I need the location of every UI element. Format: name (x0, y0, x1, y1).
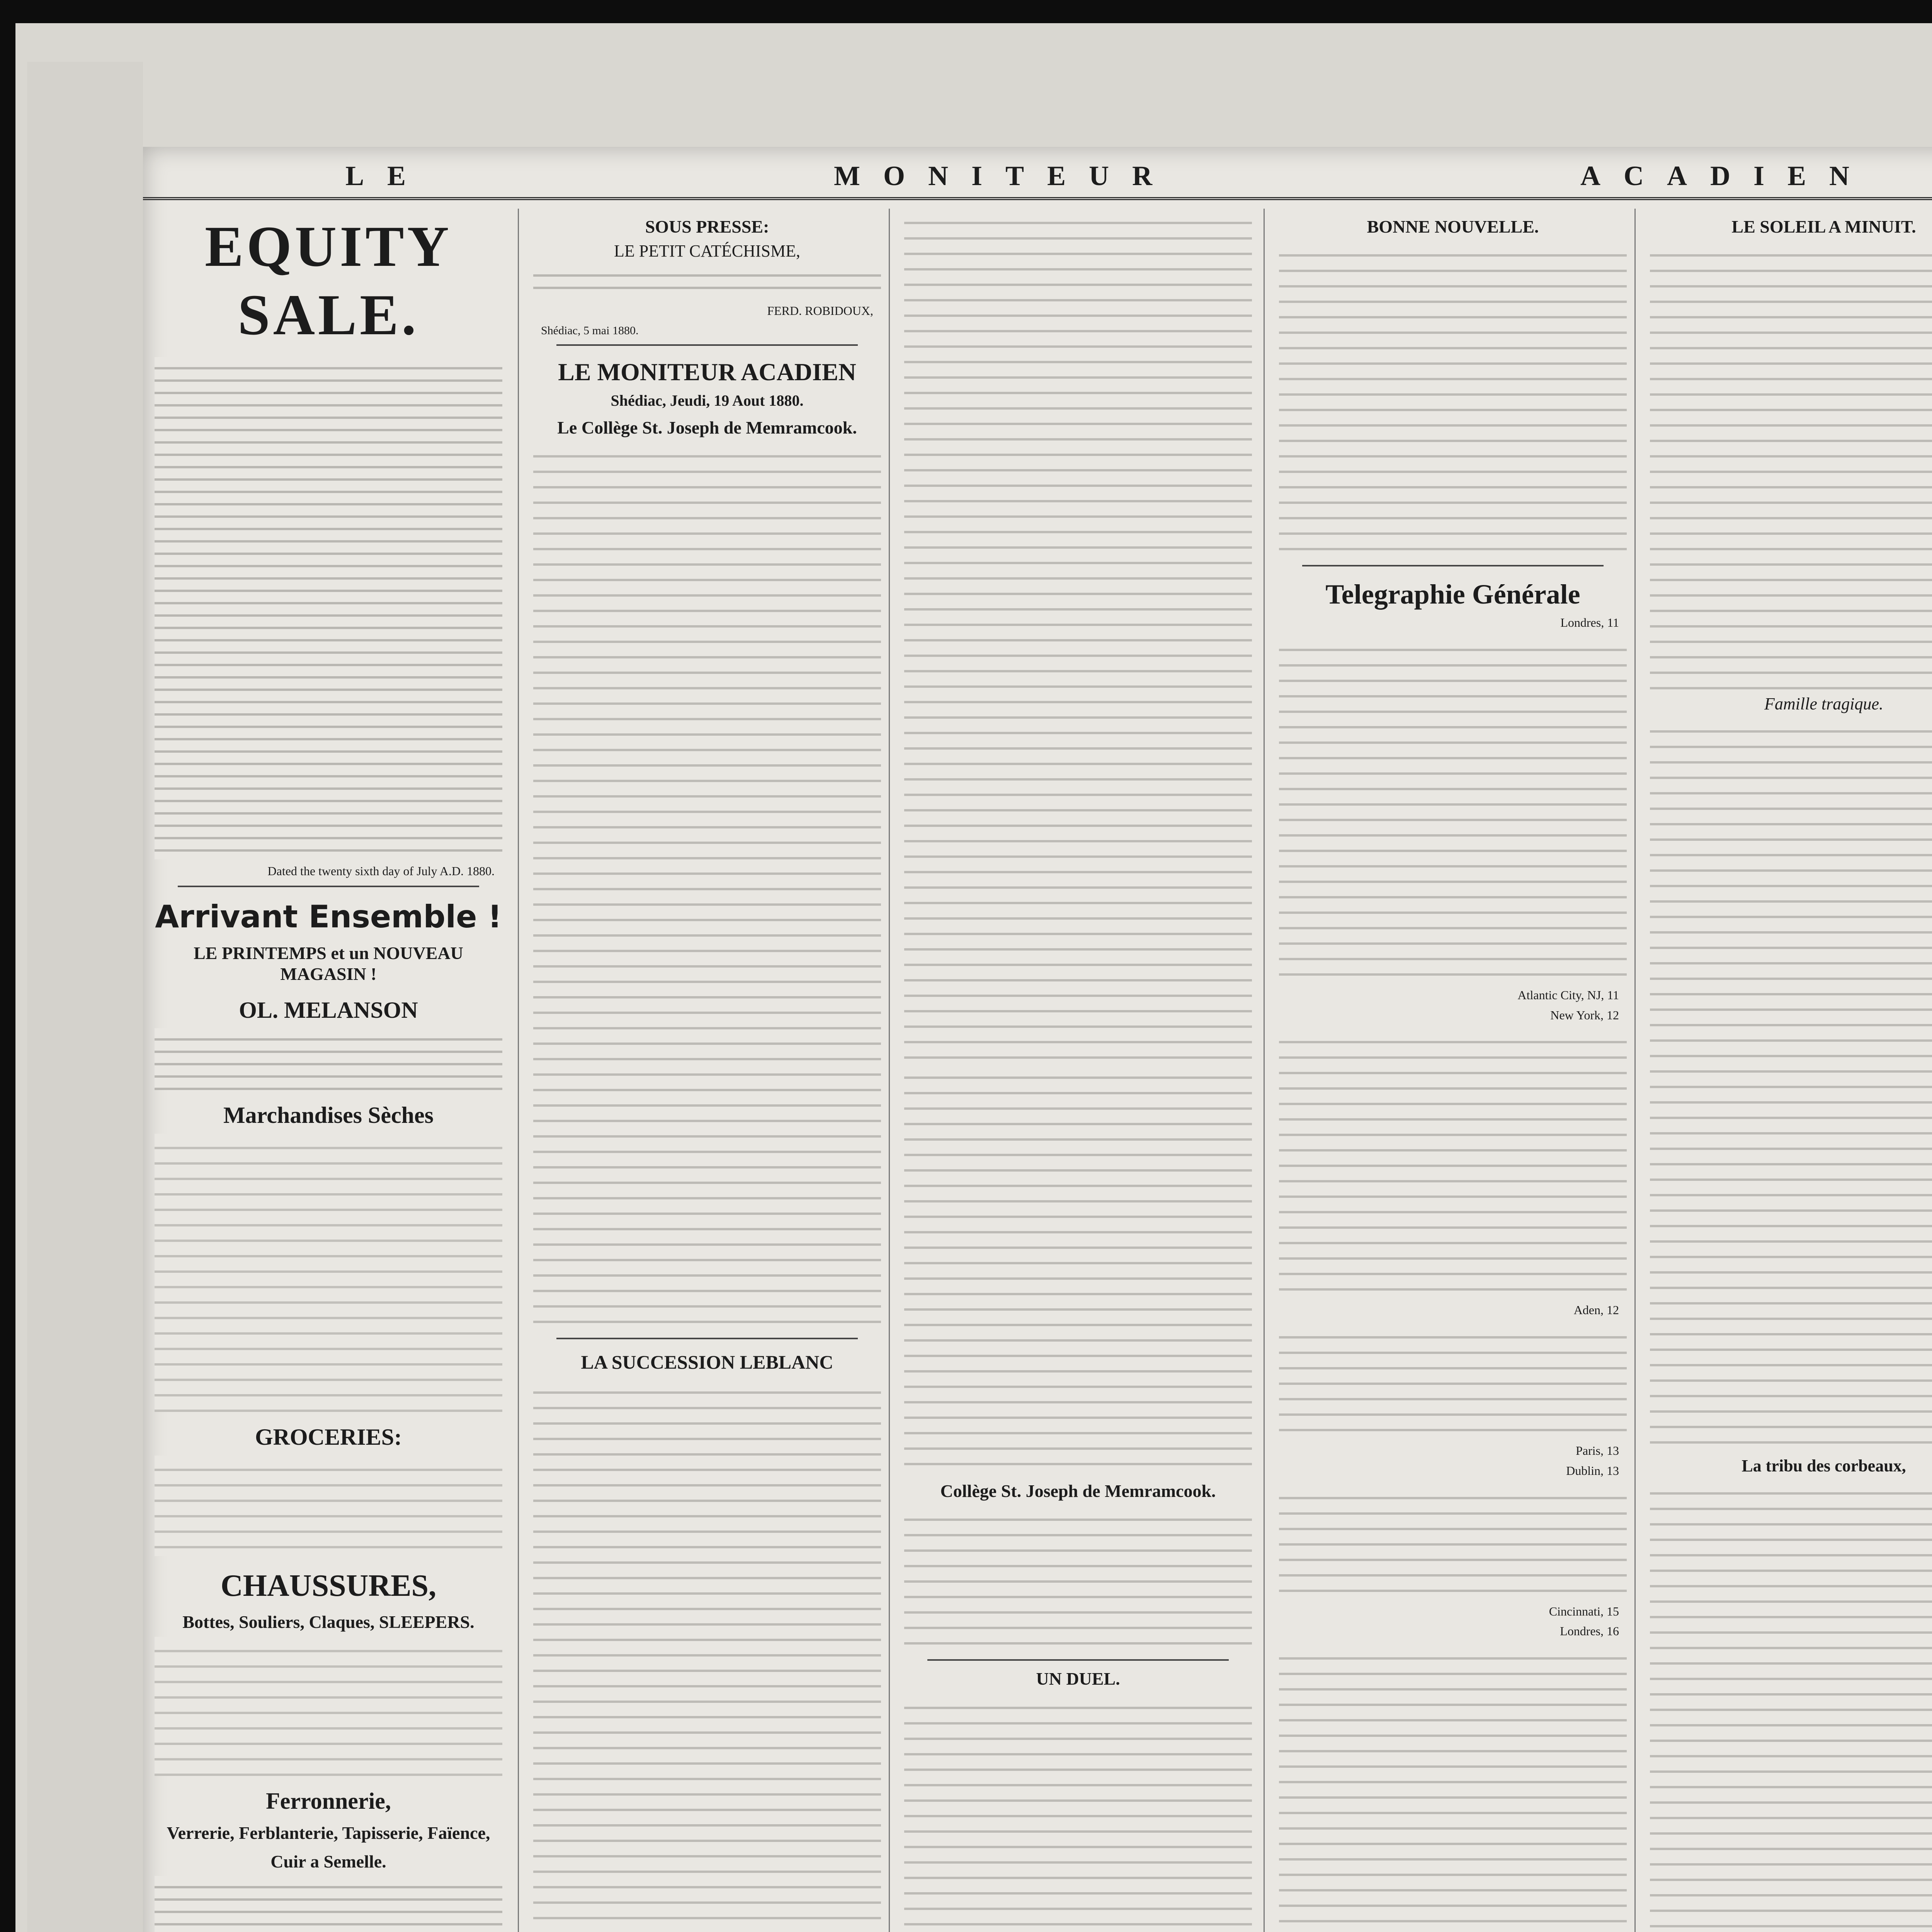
telegram-aden (1279, 1323, 1627, 1439)
college-heading-2: Collège St. Joseph de Memramcook. (940, 1481, 1216, 1501)
column-rule (1634, 209, 1636, 1932)
column-misc (1650, 209, 1932, 1932)
dateline-paris: Paris, 13 (1576, 1444, 1619, 1458)
dateline-dublin: Dublin, 13 (1566, 1463, 1619, 1478)
petit-catechisme: LE PETIT CATÉCHISME, (614, 242, 800, 261)
masthead-le: LE (345, 160, 429, 191)
arrivant-heading: Arrivant Ensemble ! (155, 898, 502, 935)
telegram-londres (1279, 636, 1627, 983)
news-article-mid (904, 1063, 1252, 1473)
column-editorial (533, 209, 881, 1932)
college-notice (904, 1505, 1252, 1652)
succession-heading: LA SUCCESSION LEBLANC (581, 1351, 833, 1373)
dateline-londres-16: Londres, 16 (1560, 1624, 1619, 1638)
masthead-moniteur: MONITEUR (834, 160, 1176, 191)
masthead (143, 155, 1932, 200)
divider (1302, 565, 1604, 566)
printemps-heading: LE PRINTEMPS et un NOUVEAU MAGASIN ! (194, 943, 463, 984)
sous-presse-body (533, 264, 881, 299)
chaussures-sub: Bottes, Souliers, Claques, SLEEPERS. (182, 1612, 474, 1632)
famille-article (1650, 717, 1932, 1451)
previous-page-edge (27, 62, 143, 1932)
cuir-heading: Cuir a Semelle. (270, 1851, 386, 1871)
duel-article (904, 1694, 1252, 1932)
telegraphie-heading: Telegraphie Générale (1325, 579, 1580, 610)
famille-heading: Famille tragique. (1764, 694, 1883, 714)
melanson-intro (155, 1028, 502, 1090)
marchandises-list (155, 1134, 502, 1412)
divider (556, 1338, 858, 1339)
chaussures-list (155, 1637, 502, 1776)
column-telegraph (1279, 209, 1627, 1932)
telegram-newyork (1279, 1028, 1627, 1298)
issue-date: Shédiac, Jeudi, 19 Aout 1880. (611, 391, 804, 409)
groceries-list (155, 1456, 502, 1556)
sous-presse-heading: SOUS PRESSE: (645, 217, 769, 236)
column-rule (1264, 209, 1265, 1932)
news-article-top (904, 209, 1252, 1059)
ferronnerie-body (155, 1876, 502, 1932)
column-advertisements (155, 209, 502, 1932)
bonne-nouvelle-article (1279, 241, 1627, 558)
dateline-atlantic: Atlantic City, NJ, 11 (1517, 988, 1619, 1002)
column-rule (518, 209, 519, 1932)
divider (178, 886, 479, 887)
succession-article (533, 1378, 881, 1932)
divider (927, 1659, 1229, 1661)
duel-heading: UN DUEL. (1036, 1669, 1120, 1689)
groceries-heading: GROCERIES: (255, 1424, 402, 1450)
college-article (533, 442, 881, 1331)
telegram-londres-16 (1279, 1644, 1627, 1932)
equity-sale-date: Dated the twenty sixth day of July A.D. 1880. (267, 864, 495, 878)
college-heading: Le Collège St. Joseph de Memramcook. (557, 418, 857, 438)
paper-name: LE MONITEUR ACADIEN (558, 358, 856, 386)
ferronnerie-sub: Verrerie, Ferblanterie, Tapisserie, Faïence, (167, 1823, 490, 1843)
sous-presse-date: Shédiac, 5 mai 1880. (541, 324, 639, 337)
melanson-heading: OL. MELANSON (239, 997, 418, 1023)
column-rule (889, 209, 890, 1932)
soleil-article (1650, 241, 1932, 689)
dateline-cincinnati: Cincinnati, 15 (1549, 1604, 1619, 1618)
dateline-aden: Aden, 12 (1573, 1303, 1619, 1317)
column-news (904, 209, 1252, 1932)
divider (556, 344, 858, 346)
masthead-acadien: ACADIEN (1580, 160, 1873, 191)
robidoux-signature: FERD. ROBIDOUX, (767, 304, 873, 318)
corbeaux-heading: La tribu des corbeaux, (1742, 1456, 1906, 1476)
equity-sale-body (155, 357, 502, 859)
equity-sale-title: EQUITY SALE. (205, 214, 452, 347)
chaussures-heading: CHAUSSURES, (221, 1569, 436, 1603)
telegram-dublin (1279, 1484, 1627, 1600)
soleil-heading: LE SOLEIL A MINUIT. (1731, 217, 1916, 236)
corbeaux-article (1650, 1479, 1932, 1932)
ferronnerie-heading: Ferronnerie, (266, 1788, 391, 1814)
dateline-newyork: New York, 12 (1550, 1008, 1619, 1022)
dateline-londres: Londres, 11 (1560, 616, 1619, 630)
marchandises-heading: Marchandises Sèches (223, 1102, 434, 1128)
bonne-nouvelle-heading: BONNE NOUVELLE. (1367, 217, 1539, 236)
